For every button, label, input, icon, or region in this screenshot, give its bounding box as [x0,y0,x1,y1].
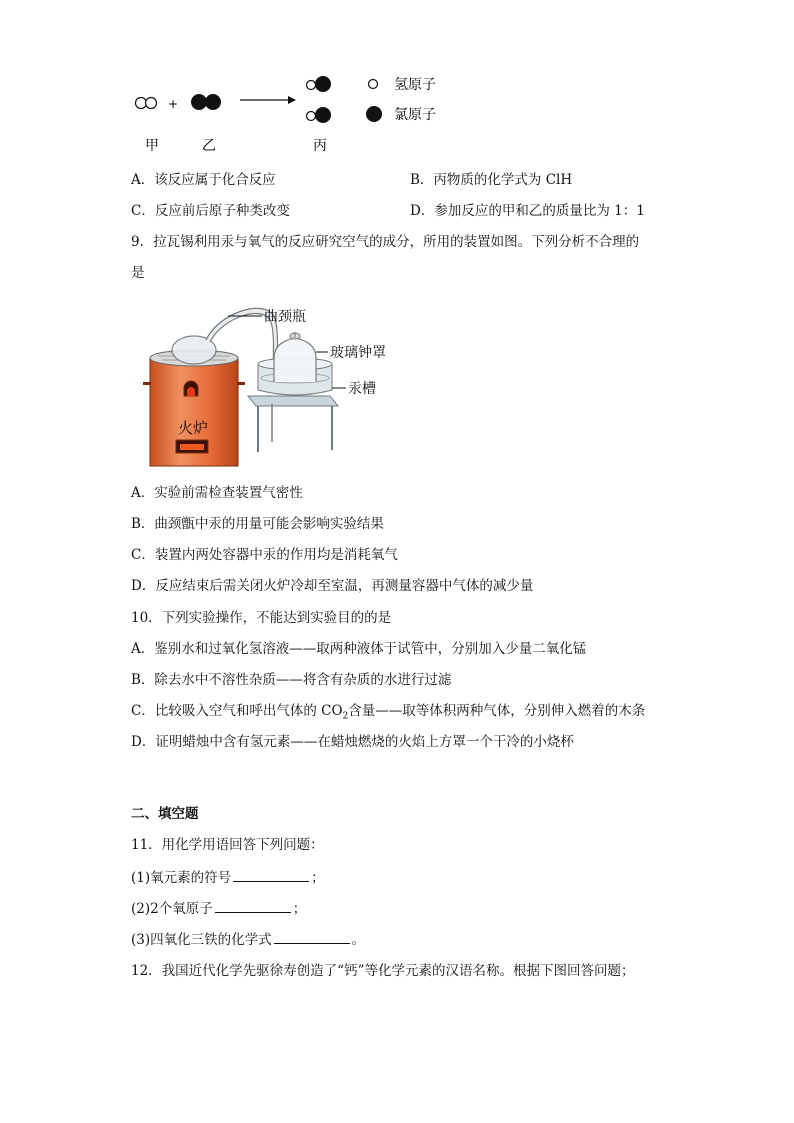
q8-option-d: D．参加反应的甲和乙的质量比为 1：1 [410,203,645,219]
molecule-jia [136,98,157,109]
q9-option-d: D．反应结束后需关闭火炉冷却至室温，再测量容器中气体的减少量 [131,578,534,594]
legend-cl-label: 氯原子 [394,107,436,123]
q9-stem-line1: 9．拉瓦锡利用汞与氧气的反应研究空气的成分，所用的装置如图。下列分析不合理的 [131,234,640,250]
q10-option-c [131,701,645,727]
q11-sub3-blank[interactable] [274,929,350,944]
bell-jar [274,332,316,382]
flask-label: 曲颈瓶 [264,309,306,325]
q9-stem-line2: 是 [131,265,145,281]
q11-stem: 11．用化学用语回答下列问题： [131,837,324,853]
q10-option-c-post: 含量——取等体积两种气体，分别伸入燃着的木条 [348,703,646,719]
q11-sub2-text: (2)2个氧原子 [131,901,213,917]
furnace-label: 火炉 [178,419,209,437]
legend-h-icon [369,80,378,89]
label-bing: 丙 [313,138,327,154]
q10-stem: 10．下列实验操作，不能达到实验目的的是 [131,610,392,626]
q10-option-c-sub: 2 [342,711,349,722]
stand-table [248,396,338,452]
q10-option-b: B．除去水中不溶性杂质——将含有杂质的水进行过滤 [131,672,452,688]
section-heading: 二、填空题 [131,806,199,822]
q11-sub3 [131,929,365,950]
trough-label: 汞槽 [348,381,376,397]
molecule-bing-2 [307,107,332,123]
q10-option-a: A．鉴别水和过氧化氢溶液——取两种液体于试管中，分别加入少量二氧化锰 [131,641,587,657]
q11-sub1-blank[interactable] [233,867,309,882]
reaction-diagram [120,68,460,163]
q8-option-a: A．该反应属于化合反应 [131,172,276,188]
legend-h-label: 氢原子 [394,77,436,93]
molecule-yi [191,94,221,110]
q11-sub2 [131,898,306,919]
q10-option-c-pre: C．比较吸入空气和呼出气体的 CO [131,703,343,719]
q11-sub2-end: ； [292,901,307,917]
lavoisier-apparatus [140,300,400,470]
q9-option-b: B．曲颈甑中汞的用量可能会影响实验结果 [131,516,384,532]
molecule-bing-1 [307,76,332,92]
q12-stem: 12．我国近代化学先驱徐寿创造了“钙”等化学元素的汉语名称。根据下图回答问题； [131,963,635,979]
q9-option-a: A．实验前需检查装置气密性 [131,485,303,501]
plus-sign: + [168,97,179,111]
legend-cl-icon [366,106,382,122]
q11-sub1-end: ； [311,870,325,886]
q11-sub3-end: 。 [351,932,366,948]
q11-sub3-text: (3)四氧化三铁的化学式 [131,932,272,948]
q11-sub1 [131,867,325,888]
bell-jar-label: 玻璃钟罩 [330,345,386,361]
q8-option-b: B．丙物质的化学式为 ClH [410,172,573,188]
reaction-arrow [240,96,296,104]
q11-sub1-text: (1)氧元素的符号 [131,870,232,886]
label-jia: 甲 [145,138,159,154]
q11-sub2-blank[interactable] [215,898,291,913]
q10-option-d: D．证明蜡烛中含有氢元素——在蜡烛燃烧的火焰上方罩一个干冷的小烧杯 [131,734,574,750]
furnace [143,350,245,466]
q9-option-c: C．装置内两处容器中汞的作用均是消耗氧气 [131,547,398,563]
label-yi: 乙 [202,138,216,154]
q8-option-c: C．反应前后原子种类改变 [131,203,290,219]
